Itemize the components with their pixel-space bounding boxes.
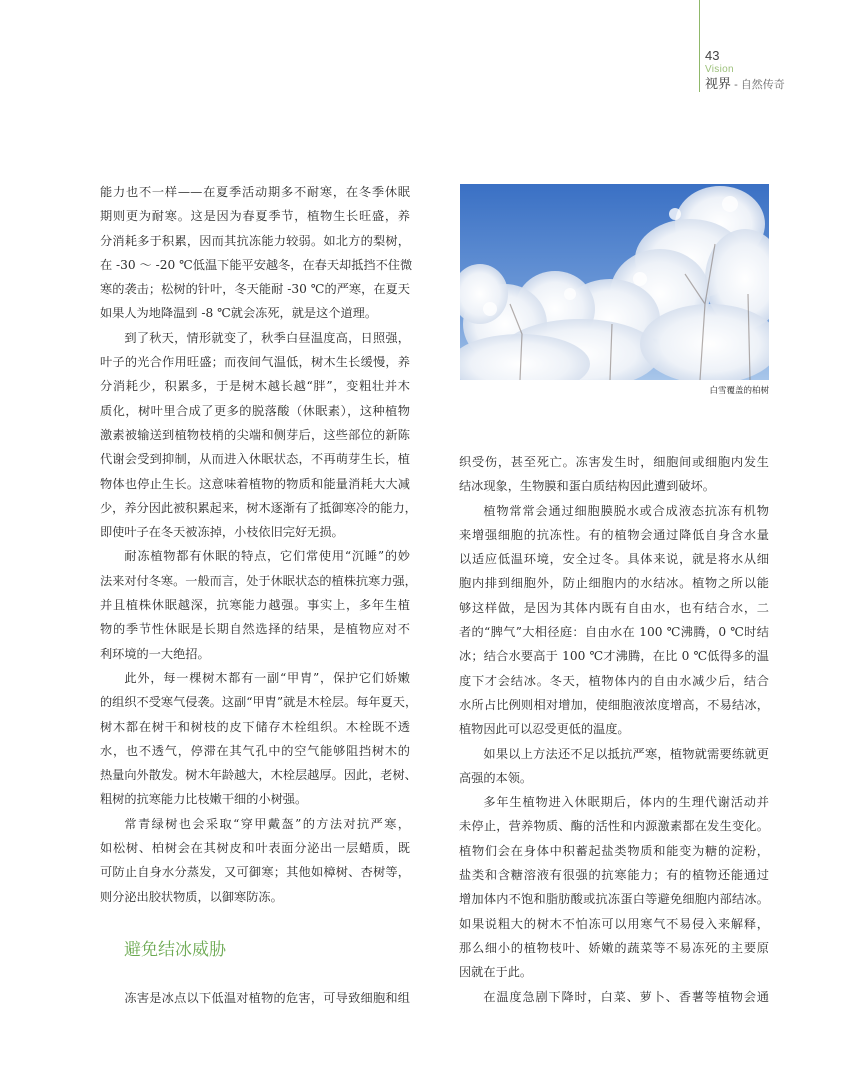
text-line: 物的季节性休眠是长期自然选择的结果，是植物应对不 — [100, 622, 410, 637]
text-line: 此外，每一棵树木都有一副“甲胄”，保护它们娇嫩 — [124, 670, 410, 685]
text-line: 织受伤，甚至死亡。冻害发生时，细胞间或细胞内发生 — [459, 455, 769, 469]
right-column-text — [459, 450, 769, 1009]
text-line: 叶子的光合作用旺盛；而夜间气温低，树木生长缓慢，养 — [100, 355, 410, 370]
header-divider-line — [699, 0, 700, 92]
text-line: 耐冻植物都有休眠的特点，它们常使用“沉睡”的妙 — [124, 549, 410, 564]
text-line: 水所占比例则相对增加，使细胞液浓度增高，不易结冰， — [459, 697, 769, 712]
page-number: 43 — [705, 48, 720, 63]
text-line: 未停止，营养物质、酶的活性和内源激素都在发生变化。 — [459, 819, 769, 834]
text-line: 以适应低温环境，安全过冬。具体来说，就是将水从细 — [459, 552, 769, 567]
text-line: 可防止自身水分蒸发，又可御寒；其他如樟树、杏树等， — [100, 865, 410, 880]
after-heading-text — [100, 986, 410, 1010]
text-line: 则分泌出胶状物质，以御寒防冻。 — [100, 889, 283, 904]
text-line: 如果说粗大的树木不怕冻可以用寒气不易侵入来解释， — [459, 916, 769, 931]
text-line: 期则更为耐寒。这是因为春夏季节，植物生长旺盛，养 — [100, 209, 410, 224]
text-line: 冰；结合水要高于 100 ℃才沸腾，在比 0 ℃低得多的温 — [459, 649, 769, 664]
text-line: 能力也不一样——在夏季活动期多不耐寒，在冬季休眠 — [100, 185, 410, 199]
text-line: 植物常常会通过细胞膜脱水或合成液态抗冻有机物 — [483, 503, 769, 518]
text-line: 冻害是冰点以下低温对植物的危害，可导致细胞和组 — [124, 991, 410, 1005]
text-line: 在 -30 ～ -20 ℃低温下能平安越冬，在春天却抵挡不住微 — [100, 257, 413, 272]
text-line: 常青绿树也会采取“穿甲戴盔”的方法对抗严寒， — [124, 816, 410, 831]
text-line: 结冰现象，生物膜和蛋白质结构因此遭到破坏。 — [459, 479, 715, 494]
text-line: 法来对付冬寒。一般而言，处于休眠状态的植株抗寒力强， — [100, 573, 417, 588]
text-line: 并且植株休眠越深，抗寒能力越强。事实上，多年生植 — [100, 598, 410, 613]
text-line: 来增强细胞的抗冻性。有的植物会通过降低自身含水量 — [459, 527, 769, 542]
text-line: 代谢会受到抑制，从而进入休眠状态，不再萌芽生长，植 — [100, 452, 410, 467]
text-line: 如松树、柏树会在其树皮和叶表面分泌出一层蜡质，既 — [100, 841, 410, 856]
text-line: 那么细小的植物枝叶、娇嫩的蔬菜等不易冻死的主要原 — [459, 940, 769, 955]
text-line: 因就在于此。 — [459, 965, 533, 980]
text-line: 水，也不透气，停滞在其气孔中的空气能够阻挡树木的 — [100, 743, 410, 758]
text-line: 多年生植物进入休眠期后，体内的生理代谢活动并 — [483, 795, 769, 810]
left-column-text — [100, 180, 418, 909]
text-line: 分消耗多于积累，因而其抗冻能力较弱。如北方的梨树， — [100, 233, 410, 248]
text-line: 的组织不受寒气侵袭。这副“甲胄”就是木栓层。每年夏天， — [100, 695, 418, 710]
snow-trees-illustration — [460, 184, 769, 380]
text-line: 到了秋天，情形就变了，秋季白昼温度高，日照强， — [124, 330, 410, 345]
text-line: 如果人为地降温到 -8 ℃就会冻死，就是这个道理。 — [100, 306, 378, 321]
magazine-name-en: Vision — [705, 64, 734, 75]
text-line: 利环境的一大绝招。 — [100, 646, 210, 661]
section-label — [705, 75, 785, 94]
section-heading: 避免结冰威胁 — [124, 940, 226, 960]
text-line: 激素被输送到植物枝梢的尖端和侧芽后，这些部位的新陈 — [100, 427, 410, 442]
text-line: 即使叶子在冬天被冻掉，小枝依旧完好无损。 — [100, 525, 344, 540]
text-line: 树木都在树干和树枝的皮下储存木栓组织。木栓既不透 — [100, 719, 410, 734]
text-line: 热量向外散发。树木年龄越大，木栓层越厚。因此，老树、 — [100, 768, 417, 783]
section-name: 自然传奇 — [740, 79, 785, 91]
text-line: 胞内排到细胞外，防止细胞内的水结冰。植物之所以能 — [459, 576, 769, 591]
magazine-name-cn: 视界 — [705, 76, 732, 91]
text-line: 者的“脾气”大相径庭：自由水在 100 ℃沸腾，0 ℃时结 — [459, 625, 769, 640]
text-line: 在温度急剧下降时，白菜、萝卜、香薯等植物会通 — [483, 989, 769, 1004]
text-line: 盐类和含糖溶液有很强的抗寒能力；有的植物还能通过 — [459, 868, 769, 883]
text-line: 粗树的抗寒能力比枝嫩干细的小树强。 — [100, 792, 308, 807]
photo-caption: 白雪覆盖的柏树 — [709, 386, 769, 396]
text-line: 寒的袭击；松树的针叶，冬天能耐 -30 ℃的严寒，在夏天 — [100, 282, 410, 297]
text-line: 增加体内不饱和脂肪酸或抗冻蛋白等避免细胞内部结冰。 — [459, 892, 769, 907]
text-line: 质化，树叶里合成了更多的脱落酸（休眠素），这种植物 — [100, 403, 410, 418]
text-line: 度下才会结冰。冬天，植物体内的自由水减少后，结合 — [459, 673, 769, 688]
text-line: 够这样做，是因为其体内既有自由水，也有结合水，二 — [459, 600, 769, 615]
text-line: 如果以上方法还不足以抵抗严寒，植物就需要练就更 — [483, 746, 769, 761]
frosted-cypress-photo — [460, 184, 769, 380]
text-line: 植物们会在身体中积蓄起盐类物质和能变为糖的淀粉， — [459, 843, 769, 858]
text-line: 少，养分因此被积累起来，树木逐渐有了抵御寒冷的能力， — [100, 500, 417, 515]
text-line: 物体也停止生长。这意味着植物的物质和能量消耗大大减 — [100, 476, 410, 491]
text-line: 分消耗少，积累多，于是树木越长越“胖”，变粗壮并木 — [100, 379, 410, 394]
header-separator: - — [731, 79, 741, 91]
text-line: 植物因此可以忍受更低的温度。 — [459, 722, 630, 737]
page-header — [705, 48, 785, 94]
text-line: 高强的本领。 — [459, 770, 533, 785]
